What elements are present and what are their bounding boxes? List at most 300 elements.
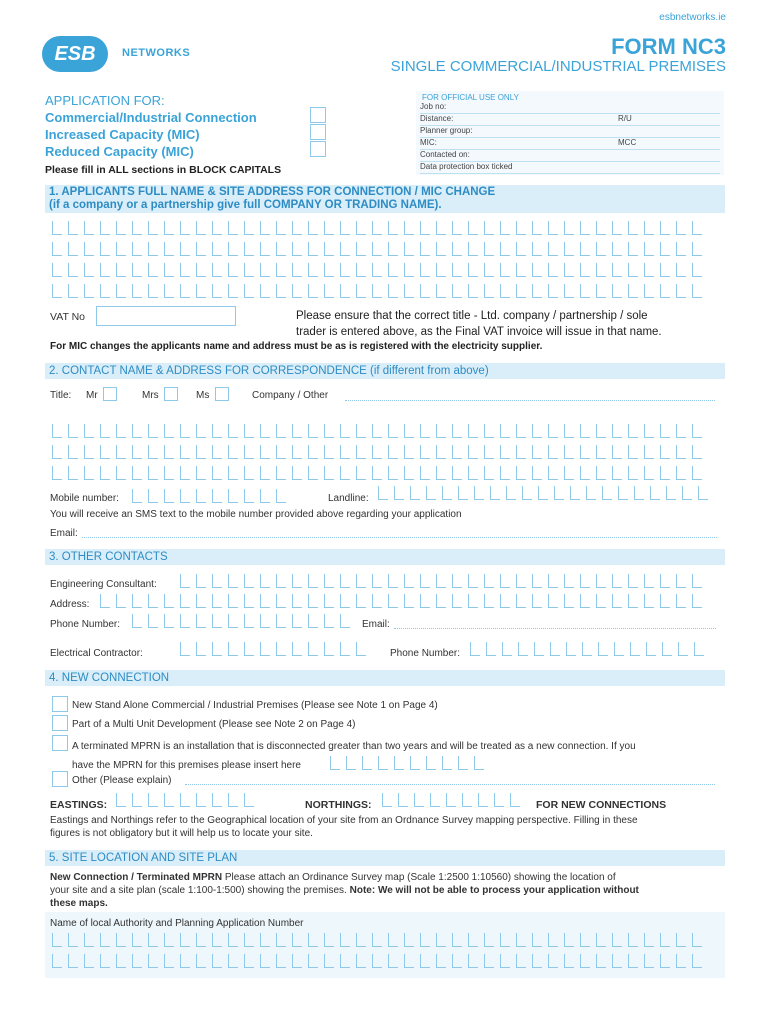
char-cell[interactable]	[388, 466, 398, 480]
char-cell[interactable]	[628, 954, 638, 968]
char-cell[interactable]	[292, 933, 302, 947]
multi-unit-checkbox[interactable]	[52, 715, 68, 731]
option-2-checkbox[interactable]	[310, 124, 326, 140]
char-cell[interactable]	[692, 445, 702, 459]
char-cell[interactable]	[180, 284, 190, 298]
char-cell[interactable]	[340, 424, 350, 438]
char-cell[interactable]	[500, 574, 510, 588]
mrs-checkbox[interactable]	[164, 387, 178, 401]
char-cell[interactable]	[292, 642, 302, 656]
char-cell[interactable]	[228, 466, 238, 480]
char-cell[interactable]	[612, 221, 622, 235]
char-cell[interactable]	[196, 284, 206, 298]
char-cell[interactable]	[84, 284, 94, 298]
char-cell[interactable]	[164, 489, 174, 503]
char-cell[interactable]	[430, 793, 440, 807]
char-cell[interactable]	[84, 263, 94, 277]
char-cell[interactable]	[356, 933, 366, 947]
char-cell[interactable]	[404, 221, 414, 235]
char-cell[interactable]	[228, 424, 238, 438]
char-cell[interactable]	[436, 574, 446, 588]
char-cell[interactable]	[164, 242, 174, 256]
char-cell[interactable]	[212, 221, 222, 235]
char-cell[interactable]	[260, 489, 270, 503]
char-cell[interactable]	[132, 284, 142, 298]
char-cell[interactable]	[490, 486, 500, 500]
char-cell[interactable]	[148, 263, 158, 277]
char-cell[interactable]	[532, 594, 542, 608]
char-cell[interactable]	[52, 954, 62, 968]
char-cell[interactable]	[676, 574, 686, 588]
char-cell[interactable]	[612, 574, 622, 588]
char-cell[interactable]	[532, 574, 542, 588]
char-cell[interactable]	[164, 594, 174, 608]
char-cell[interactable]	[676, 954, 686, 968]
char-cell[interactable]	[502, 642, 512, 656]
char-cell[interactable]	[132, 242, 142, 256]
char-cell[interactable]	[452, 594, 462, 608]
char-cell[interactable]	[378, 486, 388, 500]
char-cell[interactable]	[532, 445, 542, 459]
char-cell[interactable]	[276, 221, 286, 235]
char-cell[interactable]	[420, 594, 430, 608]
char-cell[interactable]	[196, 263, 206, 277]
char-cell[interactable]	[340, 614, 350, 628]
char-cell[interactable]	[362, 756, 372, 770]
char-cell[interactable]	[180, 445, 190, 459]
char-cell[interactable]	[458, 756, 468, 770]
char-cell[interactable]	[356, 594, 366, 608]
char-cell[interactable]	[420, 466, 430, 480]
char-cell[interactable]	[244, 594, 254, 608]
phone2-input[interactable]	[470, 642, 710, 656]
char-cell[interactable]	[84, 445, 94, 459]
char-cell[interactable]	[276, 263, 286, 277]
company-other-line[interactable]	[345, 400, 715, 401]
char-cell[interactable]	[582, 642, 592, 656]
char-cell[interactable]	[276, 466, 286, 480]
authority-row-2[interactable]	[52, 954, 708, 968]
char-cell[interactable]	[596, 445, 606, 459]
char-cell[interactable]	[196, 793, 206, 807]
char-cell[interactable]	[484, 263, 494, 277]
char-cell[interactable]	[372, 284, 382, 298]
char-cell[interactable]	[324, 263, 334, 277]
char-cell[interactable]	[660, 445, 670, 459]
char-cell[interactable]	[692, 574, 702, 588]
char-cell[interactable]	[68, 284, 78, 298]
char-cell[interactable]	[676, 284, 686, 298]
char-cell[interactable]	[324, 614, 334, 628]
char-cell[interactable]	[68, 221, 78, 235]
char-cell[interactable]	[382, 793, 392, 807]
char-cell[interactable]	[468, 574, 478, 588]
char-cell[interactable]	[132, 263, 142, 277]
mr-checkbox[interactable]	[103, 387, 117, 401]
char-cell[interactable]	[548, 284, 558, 298]
char-cell[interactable]	[196, 933, 206, 947]
char-cell[interactable]	[164, 424, 174, 438]
email-line-3[interactable]	[394, 628, 716, 629]
char-cell[interactable]	[612, 933, 622, 947]
ms-checkbox[interactable]	[215, 387, 229, 401]
char-cell[interactable]	[148, 933, 158, 947]
char-cell[interactable]	[100, 466, 110, 480]
char-cell[interactable]	[612, 954, 622, 968]
website-url[interactable]: esbnetworks.ie	[659, 12, 726, 23]
char-cell[interactable]	[676, 242, 686, 256]
char-cell[interactable]	[388, 594, 398, 608]
char-cell[interactable]	[516, 221, 526, 235]
char-cell[interactable]	[470, 642, 480, 656]
char-cell[interactable]	[68, 263, 78, 277]
char-cell[interactable]	[388, 221, 398, 235]
char-cell[interactable]	[660, 242, 670, 256]
char-cell[interactable]	[564, 954, 574, 968]
char-cell[interactable]	[276, 954, 286, 968]
char-cell[interactable]	[100, 242, 110, 256]
char-cell[interactable]	[164, 284, 174, 298]
char-cell[interactable]	[596, 242, 606, 256]
char-cell[interactable]	[628, 466, 638, 480]
electrical-input[interactable]	[180, 642, 372, 656]
char-cell[interactable]	[276, 642, 286, 656]
char-cell[interactable]	[500, 933, 510, 947]
char-cell[interactable]	[458, 486, 468, 500]
char-cell[interactable]	[612, 594, 622, 608]
char-cell[interactable]	[116, 954, 126, 968]
char-cell[interactable]	[212, 594, 222, 608]
char-cell[interactable]	[414, 793, 424, 807]
char-cell[interactable]	[180, 954, 190, 968]
char-cell[interactable]	[116, 242, 126, 256]
char-cell[interactable]	[116, 263, 126, 277]
char-cell[interactable]	[324, 284, 334, 298]
char-cell[interactable]	[52, 284, 62, 298]
char-cell[interactable]	[276, 933, 286, 947]
char-cell[interactable]	[678, 642, 688, 656]
char-cell[interactable]	[340, 242, 350, 256]
char-cell[interactable]	[500, 221, 510, 235]
eastings-input[interactable]	[116, 793, 260, 807]
char-cell[interactable]	[628, 933, 638, 947]
char-cell[interactable]	[468, 284, 478, 298]
char-cell[interactable]	[586, 486, 596, 500]
char-cell[interactable]	[580, 284, 590, 298]
char-cell[interactable]	[692, 284, 702, 298]
char-cell[interactable]	[532, 933, 542, 947]
char-cell[interactable]	[550, 642, 560, 656]
char-cell[interactable]	[100, 284, 110, 298]
char-cell[interactable]	[644, 242, 654, 256]
char-cell[interactable]	[628, 242, 638, 256]
char-cell[interactable]	[260, 642, 270, 656]
char-cell[interactable]	[404, 466, 414, 480]
char-cell[interactable]	[260, 466, 270, 480]
char-cell[interactable]	[148, 466, 158, 480]
char-cell[interactable]	[164, 954, 174, 968]
char-cell[interactable]	[532, 263, 542, 277]
char-cell[interactable]	[260, 445, 270, 459]
char-cell[interactable]	[532, 466, 542, 480]
char-cell[interactable]	[116, 594, 126, 608]
char-cell[interactable]	[308, 933, 318, 947]
char-cell[interactable]	[644, 284, 654, 298]
char-cell[interactable]	[420, 221, 430, 235]
char-cell[interactable]	[132, 445, 142, 459]
char-cell[interactable]	[468, 263, 478, 277]
char-cell[interactable]	[68, 424, 78, 438]
char-cell[interactable]	[516, 445, 526, 459]
char-cell[interactable]	[646, 642, 656, 656]
char-cell[interactable]	[100, 594, 110, 608]
char-cell[interactable]	[244, 954, 254, 968]
char-cell[interactable]	[356, 574, 366, 588]
char-cell[interactable]	[580, 445, 590, 459]
char-cell[interactable]	[84, 466, 94, 480]
char-cell[interactable]	[180, 933, 190, 947]
char-cell[interactable]	[276, 574, 286, 588]
char-cell[interactable]	[228, 263, 238, 277]
char-cell[interactable]	[378, 756, 388, 770]
char-cell[interactable]	[516, 466, 526, 480]
char-cell[interactable]	[612, 263, 622, 277]
char-cell[interactable]	[276, 489, 286, 503]
char-cell[interactable]	[644, 933, 654, 947]
char-cell[interactable]	[484, 221, 494, 235]
char-cell[interactable]	[404, 594, 414, 608]
char-cell[interactable]	[602, 486, 612, 500]
char-cell[interactable]	[420, 242, 430, 256]
char-cell[interactable]	[340, 445, 350, 459]
char-cell[interactable]	[308, 642, 318, 656]
char-cell[interactable]	[660, 933, 670, 947]
char-cell[interactable]	[340, 933, 350, 947]
char-cell[interactable]	[100, 424, 110, 438]
char-cell[interactable]	[212, 793, 222, 807]
other-explain-line[interactable]	[185, 784, 715, 785]
char-cell[interactable]	[212, 466, 222, 480]
char-cell[interactable]	[180, 263, 190, 277]
char-cell[interactable]	[660, 594, 670, 608]
char-cell[interactable]	[436, 424, 446, 438]
char-cell[interactable]	[132, 933, 142, 947]
char-cell[interactable]	[634, 486, 644, 500]
char-cell[interactable]	[506, 486, 516, 500]
char-cell[interactable]	[518, 642, 528, 656]
char-cell[interactable]	[308, 614, 318, 628]
char-cell[interactable]	[394, 756, 404, 770]
char-cell[interactable]	[580, 424, 590, 438]
char-cell[interactable]	[212, 954, 222, 968]
char-cell[interactable]	[260, 614, 270, 628]
char-cell[interactable]	[180, 574, 190, 588]
char-cell[interactable]	[324, 466, 334, 480]
char-cell[interactable]	[446, 793, 456, 807]
char-cell[interactable]	[388, 574, 398, 588]
char-cell[interactable]	[436, 284, 446, 298]
char-cell[interactable]	[340, 263, 350, 277]
char-cell[interactable]	[244, 424, 254, 438]
char-cell[interactable]	[276, 242, 286, 256]
char-cell[interactable]	[548, 954, 558, 968]
char-cell[interactable]	[228, 242, 238, 256]
char-cell[interactable]	[356, 284, 366, 298]
char-cell[interactable]	[516, 594, 526, 608]
char-cell[interactable]	[484, 594, 494, 608]
char-cell[interactable]	[698, 486, 708, 500]
char-cell[interactable]	[260, 263, 270, 277]
char-cell[interactable]	[436, 954, 446, 968]
char-cell[interactable]	[196, 642, 206, 656]
char-cell[interactable]	[660, 574, 670, 588]
char-cell[interactable]	[628, 424, 638, 438]
char-cell[interactable]	[228, 954, 238, 968]
char-cell[interactable]	[324, 424, 334, 438]
char-cell[interactable]	[372, 221, 382, 235]
char-cell[interactable]	[548, 242, 558, 256]
char-cell[interactable]	[628, 594, 638, 608]
char-cell[interactable]	[564, 594, 574, 608]
char-cell[interactable]	[196, 466, 206, 480]
char-cell[interactable]	[612, 466, 622, 480]
char-cell[interactable]	[388, 263, 398, 277]
char-cell[interactable]	[100, 933, 110, 947]
char-cell[interactable]	[164, 793, 174, 807]
char-cell[interactable]	[330, 756, 340, 770]
char-cell[interactable]	[468, 242, 478, 256]
char-cell[interactable]	[564, 242, 574, 256]
char-cell[interactable]	[452, 221, 462, 235]
char-cell[interactable]	[612, 424, 622, 438]
char-cell[interactable]	[628, 284, 638, 298]
char-cell[interactable]	[580, 466, 590, 480]
char-cell[interactable]	[612, 284, 622, 298]
char-cell[interactable]	[676, 424, 686, 438]
char-cell[interactable]	[538, 486, 548, 500]
char-cell[interactable]	[148, 489, 158, 503]
char-cell[interactable]	[228, 489, 238, 503]
char-cell[interactable]	[324, 242, 334, 256]
char-cell[interactable]	[228, 614, 238, 628]
char-cell[interactable]	[260, 284, 270, 298]
char-cell[interactable]	[484, 284, 494, 298]
char-cell[interactable]	[660, 284, 670, 298]
char-cell[interactable]	[452, 466, 462, 480]
char-cell[interactable]	[468, 466, 478, 480]
char-cell[interactable]	[308, 954, 318, 968]
contact-row-1[interactable]	[52, 424, 708, 438]
terminated-mprn-checkbox[interactable]	[52, 735, 68, 751]
char-cell[interactable]	[420, 263, 430, 277]
char-cell[interactable]	[52, 445, 62, 459]
char-cell[interactable]	[292, 594, 302, 608]
char-cell[interactable]	[308, 445, 318, 459]
option-1-checkbox[interactable]	[310, 107, 326, 123]
char-cell[interactable]	[148, 793, 158, 807]
char-cell[interactable]	[116, 793, 126, 807]
char-cell[interactable]	[132, 614, 142, 628]
char-cell[interactable]	[308, 263, 318, 277]
applicant-row-3[interactable]	[52, 263, 708, 277]
mobile-input[interactable]	[132, 489, 292, 503]
char-cell[interactable]	[596, 263, 606, 277]
char-cell[interactable]	[484, 954, 494, 968]
char-cell[interactable]	[276, 614, 286, 628]
char-cell[interactable]	[532, 284, 542, 298]
char-cell[interactable]	[132, 221, 142, 235]
char-cell[interactable]	[52, 221, 62, 235]
char-cell[interactable]	[522, 486, 532, 500]
char-cell[interactable]	[372, 466, 382, 480]
char-cell[interactable]	[644, 263, 654, 277]
char-cell[interactable]	[244, 445, 254, 459]
char-cell[interactable]	[598, 642, 608, 656]
char-cell[interactable]	[212, 933, 222, 947]
char-cell[interactable]	[52, 424, 62, 438]
char-cell[interactable]	[548, 424, 558, 438]
char-cell[interactable]	[180, 221, 190, 235]
char-cell[interactable]	[436, 242, 446, 256]
char-cell[interactable]	[212, 642, 222, 656]
char-cell[interactable]	[564, 284, 574, 298]
char-cell[interactable]	[404, 445, 414, 459]
char-cell[interactable]	[500, 424, 510, 438]
char-cell[interactable]	[660, 424, 670, 438]
char-cell[interactable]	[660, 954, 670, 968]
char-cell[interactable]	[372, 445, 382, 459]
char-cell[interactable]	[180, 614, 190, 628]
char-cell[interactable]	[244, 284, 254, 298]
char-cell[interactable]	[116, 284, 126, 298]
char-cell[interactable]	[100, 263, 110, 277]
char-cell[interactable]	[452, 242, 462, 256]
char-cell[interactable]	[676, 221, 686, 235]
char-cell[interactable]	[630, 642, 640, 656]
char-cell[interactable]	[554, 486, 564, 500]
char-cell[interactable]	[692, 242, 702, 256]
char-cell[interactable]	[196, 424, 206, 438]
char-cell[interactable]	[452, 954, 462, 968]
char-cell[interactable]	[212, 574, 222, 588]
char-cell[interactable]	[212, 614, 222, 628]
char-cell[interactable]	[372, 954, 382, 968]
char-cell[interactable]	[212, 445, 222, 459]
char-cell[interactable]	[388, 954, 398, 968]
char-cell[interactable]	[164, 466, 174, 480]
char-cell[interactable]	[164, 933, 174, 947]
char-cell[interactable]	[404, 933, 414, 947]
char-cell[interactable]	[212, 284, 222, 298]
char-cell[interactable]	[516, 954, 526, 968]
char-cell[interactable]	[612, 242, 622, 256]
char-cell[interactable]	[116, 445, 126, 459]
char-cell[interactable]	[452, 574, 462, 588]
char-cell[interactable]	[228, 642, 238, 656]
char-cell[interactable]	[484, 445, 494, 459]
char-cell[interactable]	[148, 424, 158, 438]
char-cell[interactable]	[132, 489, 142, 503]
char-cell[interactable]	[52, 242, 62, 256]
char-cell[interactable]	[260, 574, 270, 588]
char-cell[interactable]	[500, 466, 510, 480]
char-cell[interactable]	[292, 424, 302, 438]
char-cell[interactable]	[532, 242, 542, 256]
char-cell[interactable]	[398, 793, 408, 807]
char-cell[interactable]	[564, 933, 574, 947]
char-cell[interactable]	[260, 933, 270, 947]
char-cell[interactable]	[356, 242, 366, 256]
